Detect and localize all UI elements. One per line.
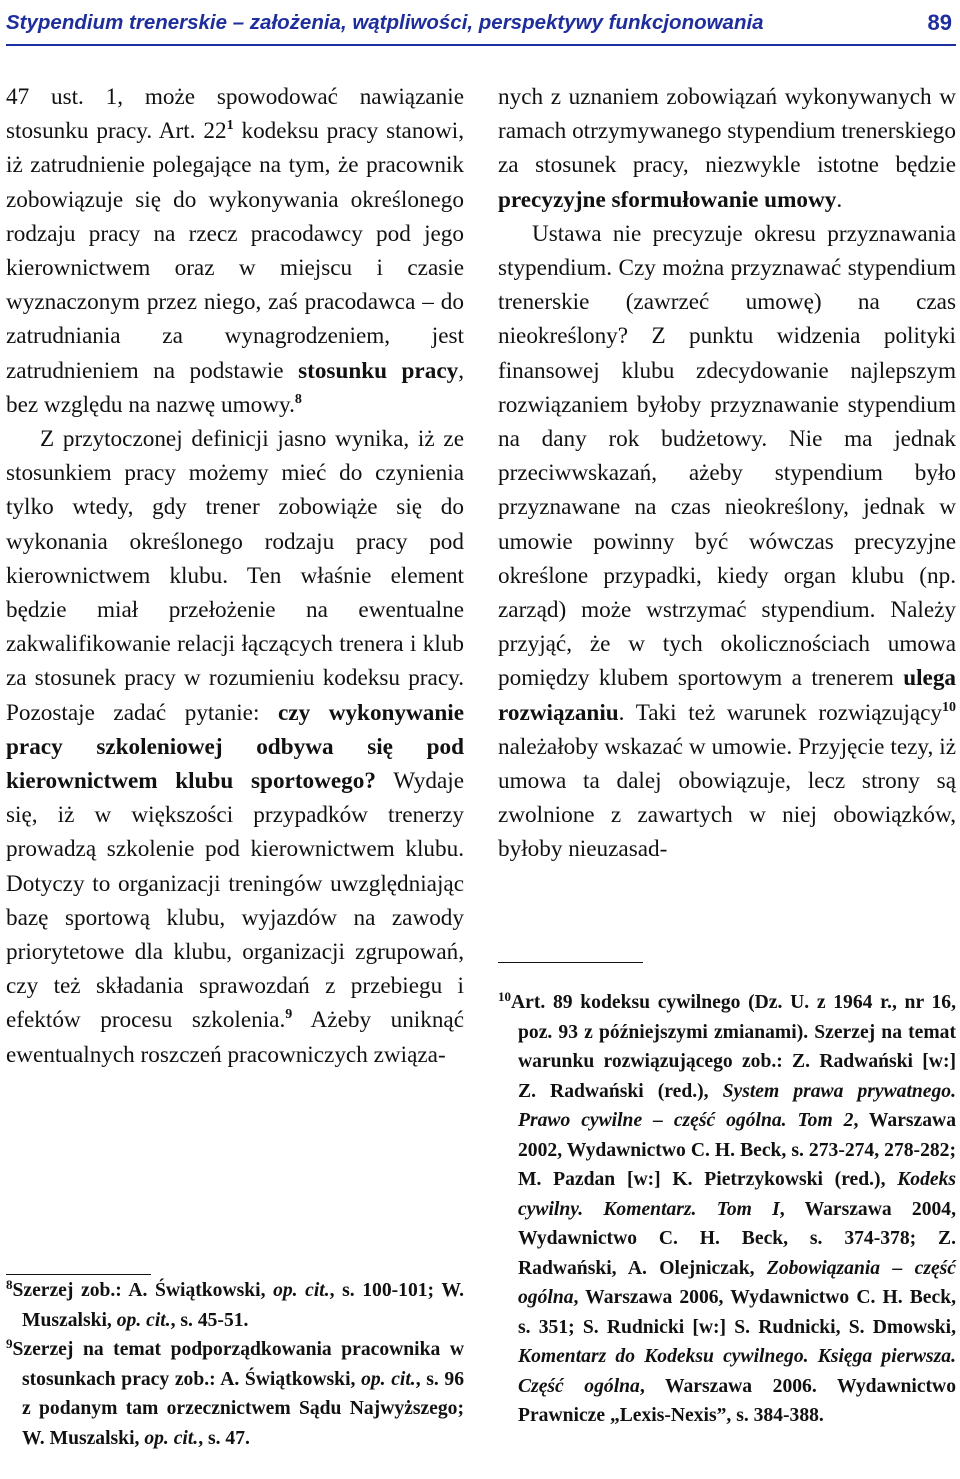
paragraph	[6, 80, 464, 422]
text: Art. 89 kodeksu cywilnego (Dz. U. z 1964 r., nr 16, poz. 93 z późniejszymi zmianami). Szerzej na temat warunku rozwiązującego zob.: Z. Radwański [w:] Z. Radwański (red.),	[511, 992, 956, 1102]
text: Ażeby uniknąć ewentualnych roszczeń pracowniczych związa-	[6, 1007, 464, 1068]
italic-text: System prawa prywatnego. Prawo cywilne – część ogólna. Tom 2	[518, 1080, 956, 1131]
footnote-number: 8	[6, 1277, 13, 1292]
footnote-10	[498, 988, 956, 1431]
italic-text: Komentarz do Kodeksu cywilnego. Księga pierwsza. Część ogólna	[518, 1346, 956, 1397]
text: Szerzej na temat podporządkowania pracownika w stosunkach pracy zob.: A. Świątkowski,	[12, 1339, 464, 1390]
footnote-ref-8[interactable]: 8	[294, 391, 302, 407]
text: , Warszawa 2004, Wydawnictwo C. H. Beck, s. 374-378; Z. Radwański, A. Olejniczak,	[518, 1198, 957, 1279]
footnote-number: 10	[498, 989, 511, 1004]
paragraph	[6, 422, 464, 1072]
paragraph	[498, 80, 956, 217]
text: nych z uznaniem zobowiązań wykonywanych w ramach otrzymywanego stypendium trenerskiego za stosunek pracy, niezwykle istotne będzie	[498, 84, 956, 179]
footnote-8	[6, 1276, 464, 1335]
emphasis: czy wykonywanie pracy szkoleniowej odbywa się pod kierownictwem klubu sportowego?	[6, 699, 464, 795]
left-column	[6, 80, 464, 1072]
text: Szerzej zob.: A. Świątkowski,	[12, 1280, 266, 1301]
right-column	[498, 80, 956, 867]
footnote-separator	[498, 962, 643, 963]
italic-text: op. cit.	[273, 1280, 330, 1301]
text: , s. 96 z podanym tam orzecznictwem Sądu Najwyższego; W. Muszalski,	[22, 1368, 465, 1449]
footnote-number: 9	[6, 1336, 13, 1351]
text: .	[836, 186, 843, 213]
text: Z przytoczonej definicji jasno wynika, iż ze stosunkiem pracy możemy mieć do czynienia tylko wtedy, gdy trener zobowiąże się do wykonania określonego rodzaju pracy pod kierownictwem klubu. Ten właśnie element będzie miał przełożenie na ewentualne zakwalifikowanie relacji łączących trenera i klub za stosunek pracy w rozumieniu kodeksu pracy. Pozostaje zadać pytanie:	[6, 426, 464, 726]
text: . Taki też warunek rozwiązujący	[618, 699, 942, 726]
superscript: 1	[226, 118, 234, 134]
footnote-9	[6, 1335, 464, 1453]
text: należałoby wskazać w umowie. Przyjęcie tezy, iż umowa ta dalej obowiązuje, lecz strony są zwolnione z zawartych w niej obowiązków, byłoby nieuzasad-	[498, 733, 956, 863]
italic-text: op. cit.	[144, 1427, 199, 1449]
italic-text: op. cit.	[361, 1368, 416, 1390]
footnote-ref-10[interactable]: 10	[942, 699, 956, 715]
footnote-ref-9[interactable]: 9	[285, 1007, 293, 1023]
text: 47 ust. 1, może spowodować nawiązanie stosunku pracy. Art. 22	[6, 84, 464, 145]
text: , Warszawa 2006, Wydawnictwo C. H. Beck, s. 351; S. Rudnicki [w:] S. Rudnicki, S. Dmowski,	[518, 1287, 956, 1338]
emphasis: ulega rozwiązaniu	[498, 665, 957, 726]
left-footnotes	[6, 1276, 464, 1453]
emphasis: precyzyjne sformułowanie umowy	[498, 186, 837, 213]
paragraph	[498, 217, 956, 867]
text: , Warszawa 2002, Wydawnictwo C. H. Beck, s. 273-274, 278-282; M. Pazdan [w:] K. Pietrzykowski (red.),	[518, 1110, 956, 1190]
text: , s. 100-101; W. Muszalski,	[22, 1280, 465, 1331]
running-title: Stypendium trenerskie – założenia, wątpliwości, perspektywy funkcjonowania	[6, 11, 764, 34]
text: , bez względu na nazwę umowy.	[6, 357, 464, 418]
text: , Warszawa 2006. Wydawnictwo Prawnicze „Lexis-Nexis”, s. 384-388.	[518, 1375, 957, 1426]
right-footnotes	[498, 988, 956, 1431]
text: kodeksu pracy stanowi, iż zatrudnienie polegające na tym, że pracownik zobowiązuje się do wykonywania określonego rodzaju pracy na rzecz pracodawcy pod jego kierownictwem oraz w miejscu i czasie wyznaczonym przez niego, zaś pracodawca – do zatrudniania za wynagrodzeniem, jest zatrudnieniem na podstawie	[6, 118, 464, 384]
page-number: 89	[927, 10, 952, 35]
footnote-separator	[6, 1274, 151, 1275]
running-header	[6, 4, 956, 46]
italic-text: Kodeks cywilny. Komentarz. Tom I	[518, 1169, 956, 1220]
italic-text: Zobowiązania – część ogólna	[518, 1257, 956, 1308]
emphasis: stosunku pracy	[298, 357, 459, 384]
italic-text: op. cit.	[116, 1309, 171, 1331]
text: , s. 47.	[198, 1427, 250, 1449]
text: Ustawa nie precyzuje okresu przyznawania stypendium. Czy można przyznawać stypendium trenerskie (zawrzeć umowę) na czas nieokreślony? Z punktu widzenia polityki finansowej klubu zdecydowanie najlepszym rozwiązaniem byłoby przyznawanie stypendium na dany rok budżetowy. Nie ma jednak przeciwwskazań, ażeby stypendium było przyznawane na czas nieokreślony, jednak w umowie powinny być wówczas precyzyjne określone przypadki, kiedy organ klubu (np. zarząd) może wstrzymać stypendium. Należy przyjąć, że w tych okolicznościach umowa pomiędzy klubem sportowym a trenerem	[498, 220, 956, 692]
text: , s. 45-51.	[170, 1309, 249, 1331]
text: Wydaje się, iż w większości przypadków trenerzy prowadzą szkolenie pod kierownictwem klubu. Dotyczy to organizacji treningów uwzględniając bazę sportową klubu, wyjazdów na zawody priorytetowe dla klubu, organizacji zgrupowań, czy też składania sprawozdań z przebiegu i efektów procesu szkolenia.	[6, 768, 464, 1034]
